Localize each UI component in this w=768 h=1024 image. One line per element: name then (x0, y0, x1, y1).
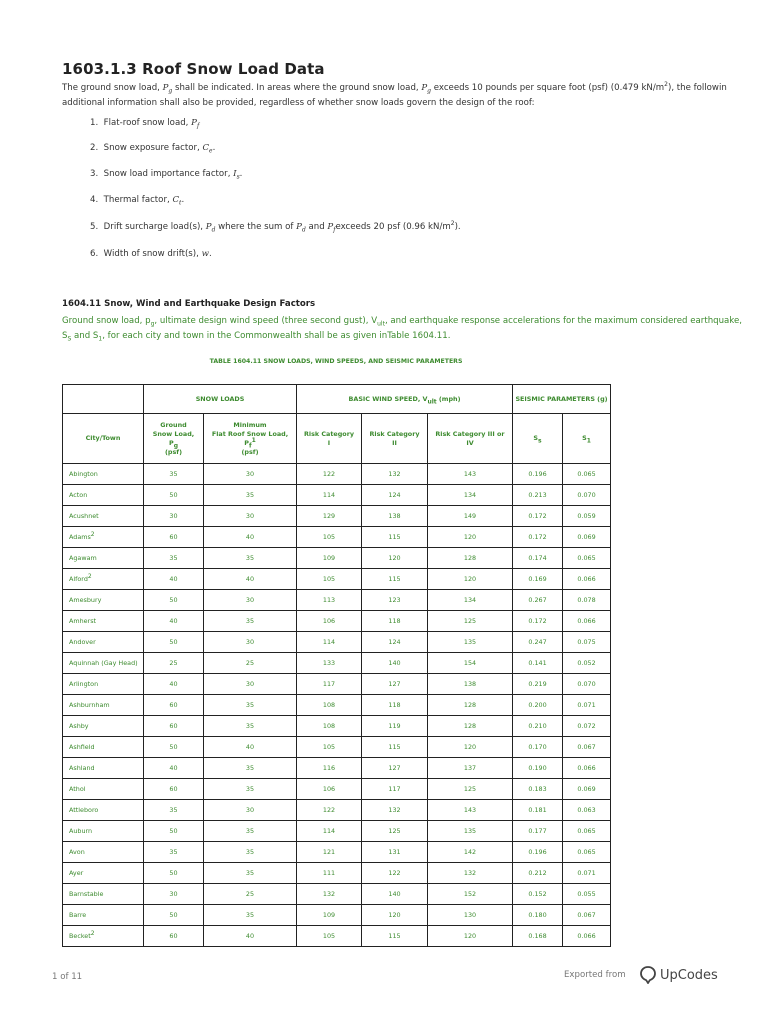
cell-w3: 149 (428, 506, 513, 527)
header-ss: $S_s$ (513, 414, 563, 464)
cell-s1: 0.065 (563, 821, 611, 842)
table-row (63, 905, 611, 926)
cell-pg: 40 (144, 674, 204, 695)
cell-w1: 133 (297, 653, 362, 674)
cell-pf: 35 (204, 779, 297, 800)
table-row (63, 737, 611, 758)
header-risk-cat-2: Risk Category II (362, 414, 428, 464)
cell-pg: 25 (144, 653, 204, 674)
cell-ss: 0.247 (513, 632, 563, 653)
cell-w1: 106 (297, 611, 362, 632)
cell-city: Becket$^2$ (63, 926, 144, 947)
cell-city: Attleboro (63, 800, 144, 821)
cell-w1: 117 (297, 674, 362, 695)
cell-w3: 134 (428, 590, 513, 611)
header-flat-roof: Minimum Flat Roof Snow Load, $P_f^1$ (psf) (204, 414, 297, 464)
cell-s1: 0.069 (563, 779, 611, 800)
cell-ss: 0.174 (513, 548, 563, 569)
cell-w1: 116 (297, 758, 362, 779)
list-item: 1. Flat-roof snow load, $P_f$ (90, 118, 200, 130)
cell-ss: 0.183 (513, 779, 563, 800)
cell-city: Abington (63, 464, 144, 485)
cell-city: Ashburnham (63, 695, 144, 716)
cell-w1: 111 (297, 863, 362, 884)
cell-w3: 138 (428, 674, 513, 695)
cell-s1: 0.070 (563, 674, 611, 695)
cell-s1: 0.066 (563, 926, 611, 947)
cell-city: Acushnet (63, 506, 144, 527)
section-heading: 1604.11 Snow, Wind and Earthquake Design Factors (62, 299, 316, 309)
cell-s1: 0.065 (563, 464, 611, 485)
cell-s1: 0.071 (563, 695, 611, 716)
cell-city: Andover (63, 632, 144, 653)
cell-pg: 60 (144, 926, 204, 947)
cell-pf: 35 (204, 821, 297, 842)
cell-w2: 119 (362, 716, 428, 737)
list-item: 4. Thermal factor, $C_t$. (90, 195, 185, 207)
cell-w2: 124 (362, 485, 428, 506)
cell-w3: 125 (428, 611, 513, 632)
cell-w3: 152 (428, 884, 513, 905)
list-item: 2. Snow exposure factor, $C_e$. (90, 143, 216, 155)
cell-pf: 35 (204, 695, 297, 716)
cell-pg: 35 (144, 464, 204, 485)
header-blank (63, 385, 144, 414)
cell-ss: 0.196 (513, 464, 563, 485)
cell-w2: 117 (362, 779, 428, 800)
cell-pg: 50 (144, 821, 204, 842)
cell-pg: 60 (144, 779, 204, 800)
cell-pf: 30 (204, 632, 297, 653)
cell-s1: 0.059 (563, 506, 611, 527)
cell-w1: 121 (297, 842, 362, 863)
cell-pg: 30 (144, 884, 204, 905)
table-row (63, 821, 611, 842)
cell-w3: 120 (428, 926, 513, 947)
cell-pg: 50 (144, 863, 204, 884)
cell-w1: 108 (297, 716, 362, 737)
cell-w1: 114 (297, 821, 362, 842)
cell-ss: 0.180 (513, 905, 563, 926)
cell-ss: 0.172 (513, 506, 563, 527)
header-risk-cat-1: Risk Category I (297, 414, 362, 464)
header-snow-loads: SNOW LOADS (144, 385, 297, 414)
cell-ss: 0.219 (513, 674, 563, 695)
list-item: 6. Width of snow drift(s), w. (90, 249, 212, 259)
cell-w3: 128 (428, 548, 513, 569)
table-row (63, 926, 611, 947)
cell-ss: 0.267 (513, 590, 563, 611)
cell-pg: 35 (144, 800, 204, 821)
table-row (63, 506, 611, 527)
cell-s1: 0.071 (563, 863, 611, 884)
cell-ss: 0.170 (513, 737, 563, 758)
list-item: 3. Snow load importance factor, $I_s$. (90, 169, 243, 181)
cell-pg: 50 (144, 905, 204, 926)
cell-s1: 0.075 (563, 632, 611, 653)
table-row (63, 464, 611, 485)
table-row (63, 674, 611, 695)
cell-w2: 131 (362, 842, 428, 863)
cell-ss: 0.141 (513, 653, 563, 674)
cell-w2: 132 (362, 464, 428, 485)
list-item: 5. Drift surcharge load(s), $P_d$ where the sum of $P_d$ and $P_fexceeds$ 20 psf (0.96 $kN/m^2$). (90, 220, 461, 234)
brand-name: UpCodes (660, 967, 718, 983)
cell-ss: 0.172 (513, 527, 563, 548)
cell-w1: 106 (297, 779, 362, 800)
cell-w2: 140 (362, 653, 428, 674)
header-city: City/Town (63, 414, 144, 464)
cell-s1: 0.066 (563, 569, 611, 590)
cell-w3: 125 (428, 779, 513, 800)
cell-w2: 118 (362, 695, 428, 716)
cell-w1: 109 (297, 905, 362, 926)
cell-w2: 118 (362, 611, 428, 632)
header-seismic: SEISMIC PARAMETERS (g) (513, 385, 611, 414)
cell-w1: 109 (297, 548, 362, 569)
cell-ss: 0.169 (513, 569, 563, 590)
table-row (63, 527, 611, 548)
cell-w1: 105 (297, 737, 362, 758)
cell-w3: 154 (428, 653, 513, 674)
page-title: 1603.1.3 Roof Snow Load Data (62, 60, 325, 78)
cell-ss: 0.196 (513, 842, 563, 863)
cell-w3: 135 (428, 821, 513, 842)
cell-w1: 129 (297, 506, 362, 527)
cell-pg: 50 (144, 737, 204, 758)
cell-city: Ayer (63, 863, 144, 884)
cell-w2: 127 (362, 674, 428, 695)
cell-w2: 115 (362, 926, 428, 947)
cell-city: Aquinnah (Gay Head) (63, 653, 144, 674)
cell-city: Ashfield (63, 737, 144, 758)
cell-city: Agawam (63, 548, 144, 569)
cell-w3: 120 (428, 737, 513, 758)
cell-pg: 40 (144, 758, 204, 779)
header-ground-snow: Ground Snow Load, $P_g$ (psf) (144, 414, 204, 464)
cell-s1: 0.066 (563, 758, 611, 779)
cell-s1: 0.066 (563, 611, 611, 632)
table-row (63, 884, 611, 905)
cell-w2: 115 (362, 527, 428, 548)
cell-w3: 142 (428, 842, 513, 863)
cell-w3: 120 (428, 569, 513, 590)
cell-w1: 113 (297, 590, 362, 611)
cell-w3: 128 (428, 695, 513, 716)
cell-ss: 0.168 (513, 926, 563, 947)
table-row (63, 695, 611, 716)
cell-ss: 0.213 (513, 485, 563, 506)
cell-pf: 35 (204, 758, 297, 779)
cell-city: Adams$^2$ (63, 527, 144, 548)
section-paragraph: Ground snow load, $p_g$, ultimate design wind speed (three second gust), $V_{ult}$, and earthquake response accelerations for the maximum considered earthquake, $S_S$ and $S_1$, for each city and town in the Commonwealth shall be as given inTable 1604.11. (62, 316, 743, 343)
table-row (63, 569, 611, 590)
table-row (63, 653, 611, 674)
cell-w2: 138 (362, 506, 428, 527)
cell-w3: 134 (428, 485, 513, 506)
header-wind-speed: BASIC WIND SPEED, $V_{ult}$ (mph) (297, 385, 513, 414)
cell-w2: 125 (362, 821, 428, 842)
cell-w1: 108 (297, 695, 362, 716)
cell-s1: 0.065 (563, 842, 611, 863)
cell-pf: 35 (204, 905, 297, 926)
cell-w1: 105 (297, 926, 362, 947)
cell-city: Barre (63, 905, 144, 926)
cell-w2: 124 (362, 632, 428, 653)
cell-ss: 0.200 (513, 695, 563, 716)
cell-w2: 115 (362, 569, 428, 590)
table-caption: TABLE 1604.11 SNOW LOADS, WIND SPEEDS, AND SEISMIC PARAMETERS (209, 358, 463, 365)
cell-pf: 30 (204, 590, 297, 611)
cell-city: Arlington (63, 674, 144, 695)
cell-ss: 0.177 (513, 821, 563, 842)
cell-pf: 35 (204, 863, 297, 884)
header-s1: $S_1$ (563, 414, 611, 464)
table-row (63, 548, 611, 569)
cell-s1: 0.070 (563, 485, 611, 506)
cell-w2: 120 (362, 905, 428, 926)
cell-city: Acton (63, 485, 144, 506)
page-number: 1 of 11 (52, 972, 83, 982)
cell-pg: 60 (144, 527, 204, 548)
cell-pf: 30 (204, 674, 297, 695)
cell-w1: 122 (297, 464, 362, 485)
cell-w1: 132 (297, 884, 362, 905)
cell-city: Athol (63, 779, 144, 800)
cell-s1: 0.078 (563, 590, 611, 611)
cell-pf: 25 (204, 884, 297, 905)
cell-w1: 114 (297, 485, 362, 506)
cell-w1: 122 (297, 800, 362, 821)
cell-w2: 122 (362, 863, 428, 884)
cell-pg: 50 (144, 590, 204, 611)
cell-city: Amherst (63, 611, 144, 632)
cell-pg: 40 (144, 611, 204, 632)
cell-w3: 120 (428, 527, 513, 548)
table-row (63, 800, 611, 821)
cell-city: Barnstable (63, 884, 144, 905)
cell-s1: 0.067 (563, 737, 611, 758)
cell-pf: 30 (204, 800, 297, 821)
cell-city: Amesbury (63, 590, 144, 611)
intro-paragraph: The ground snow load, $P_g$ shall be indicated. In areas where the ground snow load, $P_g$ exceeds 10 pounds per square foot (psf) (0.479 $kN/m^2$), the followin additional information shall also be provided, regardless of whether snow loads govern the design of the roof: (62, 81, 727, 108)
table-row (63, 485, 611, 506)
cell-ss: 0.190 (513, 758, 563, 779)
cell-s1: 0.063 (563, 800, 611, 821)
cell-city: Auburn (63, 821, 144, 842)
cell-ss: 0.172 (513, 611, 563, 632)
cell-w3: 132 (428, 863, 513, 884)
cell-pf: 40 (204, 569, 297, 590)
upcodes-pin-icon (640, 966, 656, 984)
table-row (63, 611, 611, 632)
cell-ss: 0.212 (513, 863, 563, 884)
cell-w3: 143 (428, 800, 513, 821)
cell-pf: 35 (204, 716, 297, 737)
cell-pg: 60 (144, 716, 204, 737)
table-row (63, 632, 611, 653)
cell-w3: 135 (428, 632, 513, 653)
table-row (63, 758, 611, 779)
cell-pf: 25 (204, 653, 297, 674)
cell-w1: 105 (297, 569, 362, 590)
cell-pg: 35 (144, 842, 204, 863)
cell-pf: 35 (204, 548, 297, 569)
cell-ss: 0.152 (513, 884, 563, 905)
cell-city: Alford$^2$ (63, 569, 144, 590)
cell-ss: 0.181 (513, 800, 563, 821)
cell-w2: 115 (362, 737, 428, 758)
cell-w3: 143 (428, 464, 513, 485)
cell-pf: 35 (204, 842, 297, 863)
cell-w3: 128 (428, 716, 513, 737)
cell-w1: 105 (297, 527, 362, 548)
cell-pf: 30 (204, 464, 297, 485)
cell-w3: 137 (428, 758, 513, 779)
cell-pf: 35 (204, 611, 297, 632)
cell-ss: 0.210 (513, 716, 563, 737)
table-row (63, 779, 611, 800)
cell-w2: 123 (362, 590, 428, 611)
upcodes-logo[interactable] (640, 966, 718, 984)
cell-pg: 60 (144, 695, 204, 716)
cell-pg: 50 (144, 485, 204, 506)
snow-wind-seismic-table (62, 384, 611, 947)
cell-s1: 0.072 (563, 716, 611, 737)
cell-pf: 30 (204, 506, 297, 527)
exported-from-label: Exported from (564, 970, 626, 980)
cell-s1: 0.055 (563, 884, 611, 905)
cell-pf: 40 (204, 926, 297, 947)
cell-w2: 127 (362, 758, 428, 779)
table-row (63, 842, 611, 863)
cell-pg: 50 (144, 632, 204, 653)
cell-city: Ashby (63, 716, 144, 737)
table-body (63, 464, 611, 947)
cell-pf: 40 (204, 527, 297, 548)
table-row (63, 863, 611, 884)
cell-s1: 0.069 (563, 527, 611, 548)
cell-pg: 40 (144, 569, 204, 590)
cell-pf: 40 (204, 737, 297, 758)
table-row (63, 716, 611, 737)
header-risk-cat-3-4: Risk Category III or IV (428, 414, 513, 464)
cell-pg: 30 (144, 506, 204, 527)
cell-pg: 35 (144, 548, 204, 569)
cell-s1: 0.052 (563, 653, 611, 674)
cell-w1: 114 (297, 632, 362, 653)
cell-s1: 0.067 (563, 905, 611, 926)
cell-pf: 35 (204, 485, 297, 506)
table-row (63, 590, 611, 611)
cell-w2: 140 (362, 884, 428, 905)
cell-w2: 132 (362, 800, 428, 821)
cell-w3: 130 (428, 905, 513, 926)
cell-city: Ashland (63, 758, 144, 779)
cell-w2: 120 (362, 548, 428, 569)
cell-s1: 0.065 (563, 548, 611, 569)
cell-city: Avon (63, 842, 144, 863)
